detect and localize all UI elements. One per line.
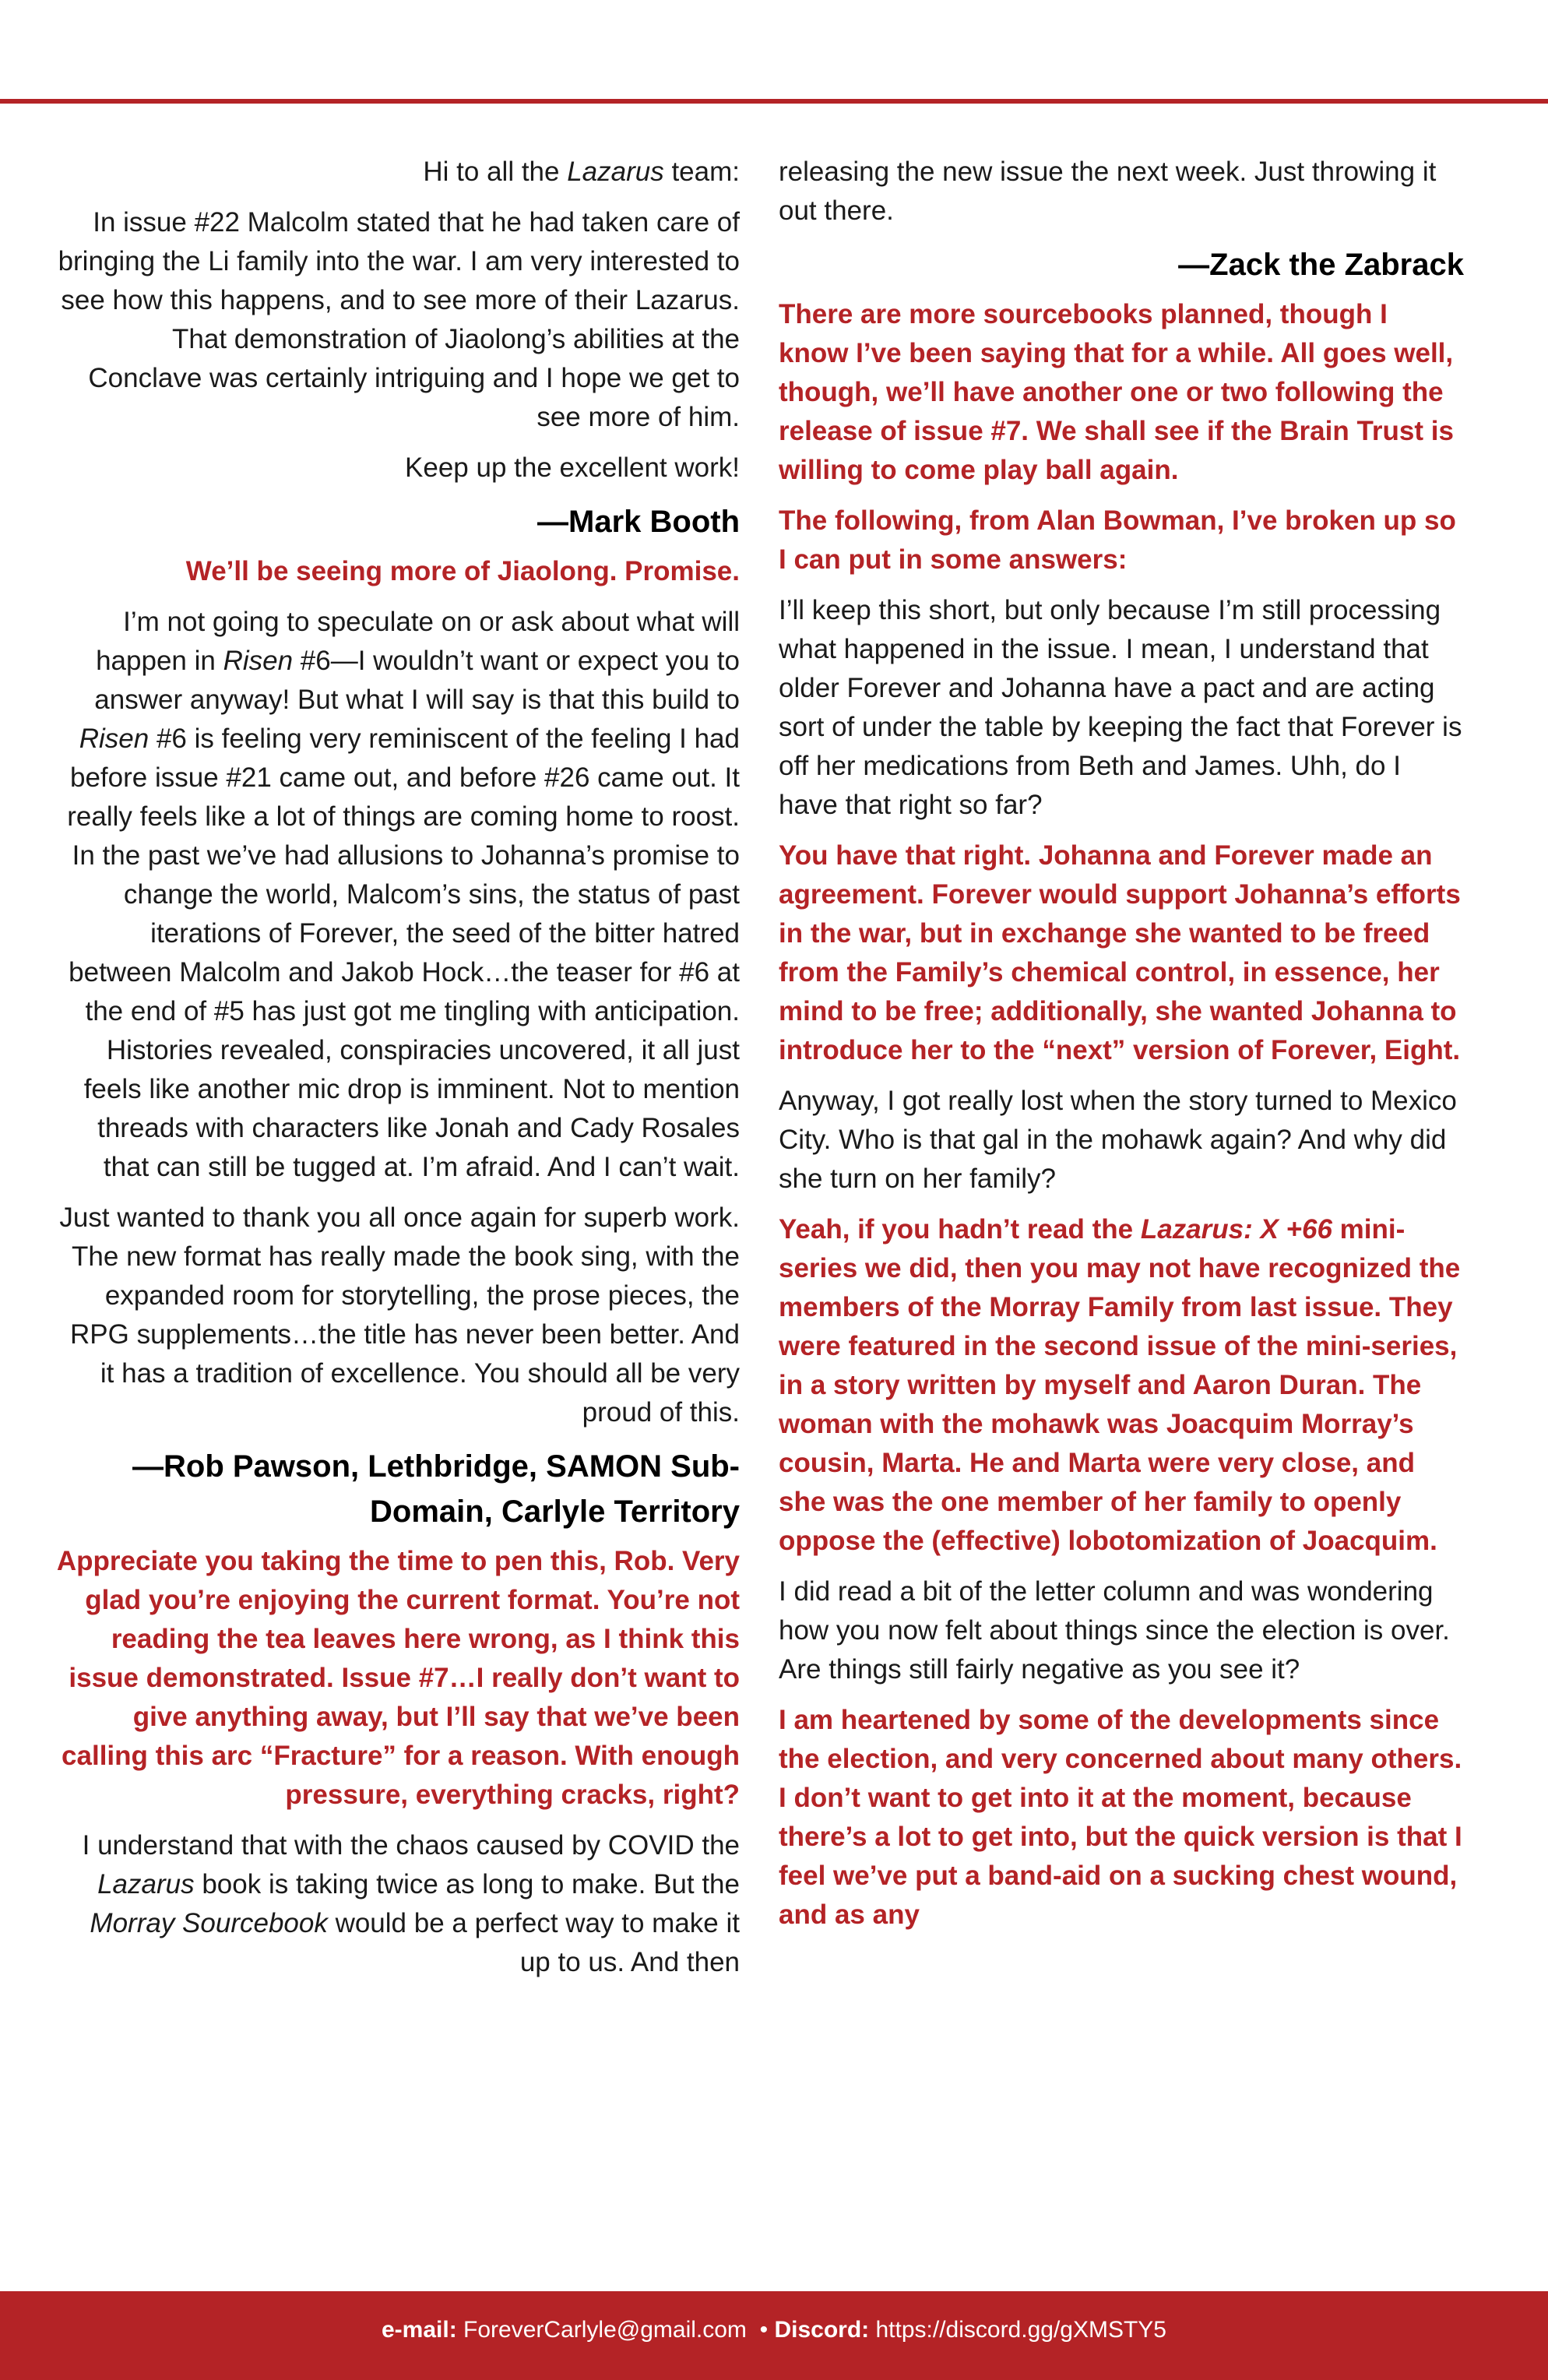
footer-bar: [0, 2291, 1548, 2380]
letter-paragraph: I understand that with the chaos caused by COVID the Lazarus book is taking twice as long to make. But the Morray Sourcebook would be a perfect way to make it up to us. And then: [82, 1830, 740, 1977]
letter-paragraph: I’ll keep this short, but only because I’m still processing what happened in the issue. I mean, I understand that older Forever and Johanna have a pact and are acting sort of under the table by keeping the fact that Forever is off her medications from Beth and James. Uhh, do I have that right so far?: [779, 595, 1462, 820]
letter-paragraph: I did read a bit of the letter column and was wondering how you now felt about things since the election is over. Are things still fairly negative as you see it?: [779, 1576, 1450, 1685]
letter-paragraph: releasing the new issue the next week. Just throwing it out there.: [779, 157, 1437, 226]
editor-reply: You have that right. Johanna and Forever made an agreement. Forever would support Johanna’s efforts in the war, but in exchange she wanted to be freed from the Family’s chemical control, in essence, her mind to be free; additionally, she wanted Johanna to introduce her to the “next” version of Forever, Eight.: [779, 840, 1461, 1065]
footer-bullet: •: [759, 2317, 769, 2343]
editor-reply: I am heartened by some of the developments since the election, and very concerned about many others. I don’t want to get into it at the moment, because there’s a lot to get into, but the quick version is that I feel we’ve put a band-aid on a sucking chest wound, and as any: [779, 1705, 1462, 1930]
letter-paragraph: Anyway, I got really lost when the story turned to Mexico City. Who is that gal in the mohawk again? And why did she turn on her family?: [779, 1086, 1457, 1194]
editor-reply: Yeah, if you hadn’t read the Lazarus: X +66 mini-series we did, then you may not have recognized the members of the Morray Family from last issue. They were featured in the second issue of the mini-series, in a story written by myself and Aaron Duran. The woman with the mohawk was Joacquim Morray’s cousin, Marta. He and Marta were very close, and she was the one member of her family to openly oppose the (effective) lobotomization of Joacquim.: [779, 1214, 1461, 1556]
letters-column-right: [779, 153, 1464, 1946]
footer-contact: [0, 2315, 1548, 2346]
letters-column-left: [55, 153, 740, 1994]
editor-intro: The following, from Alan Bowman, I’ve broken up so I can put in some answers:: [779, 505, 1456, 575]
letter-paragraph: I’m not going to speculate on or ask about what will happen in Risen #6—I wouldn’t want or expect you to answer anyway! But what I will say is that this build to Risen #6 is feeling very reminiscent of the feeling I had before issue #21 came out, and before #26 came out. It really feels like a lot of things are coming home to roost. In the past we’ve had allusions to Johanna’s promise to change the world, Malcom’s sins, the status of past iterations of Forever, the seed of the bitter hatred between Malcolm and Jakob Hock…the teaser for #6 at the end of #5 has just got me tingling with anticipation. Histories revealed, conspiracies uncovered, it all just feels like another mic drop is imminent. Not to mention threads with characters like Jonah and Cady Rosales that can still be tugged at. I’m afraid. And I can’t wait.: [67, 607, 740, 1182]
letter-paragraph: Keep up the excellent work!: [405, 452, 740, 483]
letter-paragraph: Just wanted to thank you all once again for superb work. The new format has really made the book sing, with the expanded room for storytelling, the prose pieces, the RPG supplements…the title has never been better. And it has a tradition of excellence. You should all be very proud of this.: [59, 1202, 740, 1428]
editor-reply: We’ll be seeing more of Jiaolong. Promise.: [185, 556, 740, 586]
letter-greeting: Hi to all the Lazarus team:: [423, 157, 740, 187]
editor-reply: Appreciate you taking the time to pen this, Rob. Very glad you’re enjoying the current format. You’re not reading the tea leaves here wrong, as I think this issue demonstrated. Issue #7…I really don’t want to give anything away, but I’ll say that we’ve been calling this arc “Fracture” for a reason. With enough pressure, everything cracks, right?: [56, 1546, 740, 1810]
discord-label: Discord:: [774, 2317, 870, 2343]
email-label: e-mail:: [382, 2317, 457, 2343]
letter-signature: —Rob Pawson, Lethbridge, SAMON Sub-Domain, Carlyle Territory: [132, 1449, 740, 1529]
letter-paragraph: In issue #22 Malcolm stated that he had taken care of bringing the Li family into the war. I am very interested to see how this happens, and to see more of their Lazarus. That demonstration of Jiaolong’s abilities at the Conclave was certainly intriguing and I hope we get to see more of him.: [58, 207, 740, 432]
letter-signature: —Mark Booth: [537, 505, 740, 539]
editor-reply: There are more sourcebooks planned, though I know I’ve been saying that for a while. All goes well, though, we’ll have another one or two following the release of issue #7. We shall see if the Brain Trust is willing to come play ball again.: [779, 299, 1454, 485]
email-link[interactable]: ForeverCarlyle@gmail.com: [463, 2317, 747, 2343]
discord-link[interactable]: https://discord.gg/gXMSTY5: [875, 2317, 1166, 2343]
top-rule: [0, 99, 1548, 104]
letter-signature: —Zack the Zabrack: [1178, 248, 1464, 282]
